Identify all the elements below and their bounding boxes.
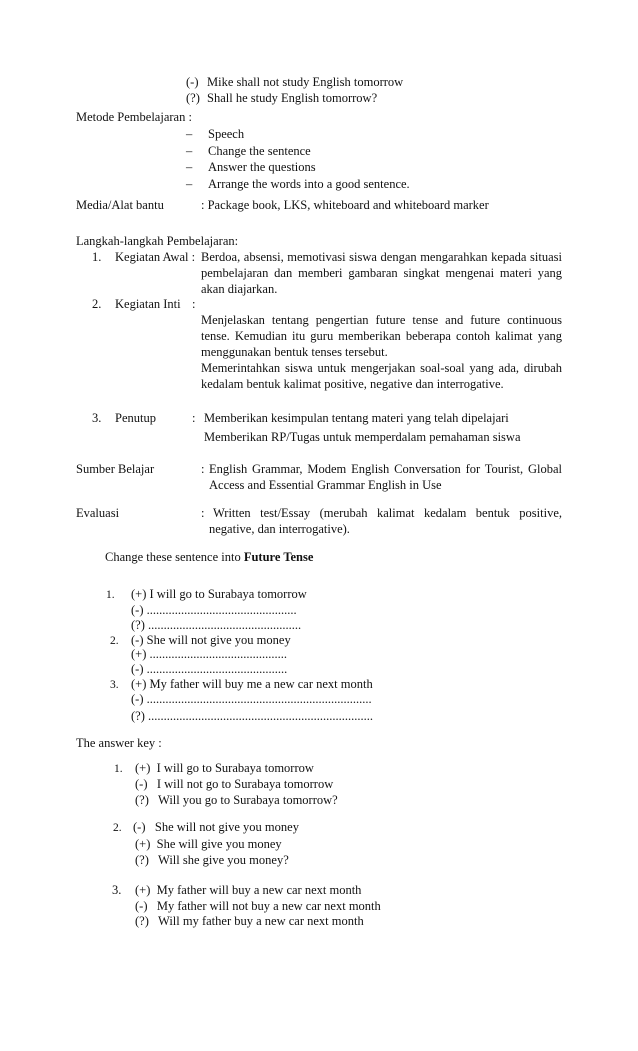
evaluasi-colon: : — [201, 506, 205, 520]
penutup-colon: : — [192, 411, 196, 425]
sumber-colon: : — [201, 462, 205, 476]
exercise-blank: (?) ........................................................................ — [131, 709, 373, 723]
metode-dash: – — [186, 160, 193, 174]
metode-item: Answer the questions — [208, 160, 316, 174]
answer-line: (?) Will you go to Surabaya tomorrow? — [135, 793, 338, 807]
answer-number: 3. — [112, 883, 122, 897]
metode-item: Change the sentence — [208, 144, 311, 158]
question-sentence: Shall he study English tomorrow? — [207, 91, 378, 105]
sumber-line: Access and Essential Grammar English in Use — [209, 478, 442, 492]
neg-marker: (-) — [186, 75, 199, 89]
sumber-label: Sumber Belajar — [76, 462, 155, 476]
answer-line: (-) I will not go to Surabaya tomorrow — [135, 777, 334, 791]
kegiatan-inti-line: menggunakan bentuk tenses tersebut. — [201, 345, 388, 359]
exercise-blank: (?) ................................................. — [131, 618, 302, 632]
exercise-number: 1. — [106, 589, 115, 601]
negative-sentence: Mike shall not study English tomorrow — [207, 75, 404, 89]
kegiatan-awal-label: Kegiatan Awal : — [115, 250, 196, 264]
answer-line: (+) She will give you money — [135, 837, 282, 851]
answer-line: (?) Will she give you money? — [135, 853, 289, 867]
metode-item: Speech — [208, 127, 245, 141]
kegiatan-inti-line: Memerintahkan siswa untuk mengerjakan soal-soal yang ada, dirubah — [201, 361, 562, 375]
exercise-line: (-) She will not give you money — [131, 633, 291, 647]
answer-line: (-) My father will not buy a new car next month — [135, 899, 381, 913]
future-tense-emphasis: Future Tense — [243, 550, 314, 564]
penutup-line: Memberikan kesimpulan tentang materi yang telah dipelajari — [204, 411, 509, 425]
answer-line: (?) Will my father buy a new car next month — [135, 914, 364, 928]
evaluasi-line: Written test/Essay (merubah kalimat kedalam bentuk positive, — [213, 506, 562, 520]
metode-dash: – — [186, 127, 193, 141]
answer-number: 2. — [113, 822, 122, 834]
exercise-number: 3. — [110, 679, 119, 691]
metode-dash: – — [186, 144, 193, 158]
exercise-number: 2. — [110, 635, 119, 647]
exercise-blank: (-) ........................................................................ — [131, 692, 372, 706]
metode-item: Arrange the words into a good sentence. — [208, 177, 410, 191]
kegiatan-inti-label: Kegiatan Inti — [115, 297, 181, 311]
exercise-instruction: Change these sentence into Future Tense — [105, 550, 314, 564]
exercise-blank: (-) ................................................ — [131, 603, 297, 617]
kegiatan-inti-line: tense. Kemudian itu guru memberikan beberapa contoh kalimat yang — [201, 329, 562, 343]
penutup-label: Penutup — [115, 411, 156, 425]
kegiatan-inti-line: kedalam bentuk kalimat positive, negative dan interrogative. — [201, 377, 504, 391]
media-label: Media/Alat bantu — [76, 198, 164, 212]
media-value: : Package book, LKS, whiteboard and whiteboard marker — [201, 198, 489, 212]
metode-label: Metode Pembelajaran : — [76, 110, 192, 124]
kegiatan-inti-colon: : — [192, 297, 196, 311]
answer-line: (-) She will not give you money — [133, 820, 299, 834]
penutup-number: 3. — [92, 411, 102, 425]
kegiatan-awal-number: 1. — [92, 250, 102, 264]
question-marker: (?) — [186, 91, 200, 105]
kegiatan-awal-line: akan diajarkan. — [201, 282, 278, 296]
answer-line: (+) My father will buy a new car next month — [135, 883, 362, 897]
kegiatan-awal-line: pembelajaran dan memberi gambaran singkat mengenai materi yang — [201, 266, 562, 280]
answer-number: 1. — [114, 763, 123, 775]
exercise-blank: (-) ............................................. — [131, 662, 288, 676]
exercise-line: (+) My father will buy me a new car next month — [131, 677, 373, 691]
penutup-line: Memberikan RP/Tugas untuk memperdalam pemahaman siswa — [204, 430, 521, 444]
kegiatan-inti-line: Menjelaskan tentang pengertian future tense and future continuous — [201, 313, 562, 327]
langkah-heading: Langkah-langkah Pembelajaran: — [76, 234, 239, 248]
answer-key-heading: The answer key : — [76, 736, 162, 750]
answer-line: (+) I will go to Surabaya tomorrow — [135, 761, 314, 775]
kegiatan-awal-line: Berdoa, absensi, memotivasi siswa dengan mengarahkan kepada situasi — [201, 250, 562, 264]
kegiatan-inti-number: 2. — [92, 297, 102, 311]
evaluasi-label: Evaluasi — [76, 506, 120, 520]
exercise-blank: (+) ............................................ — [131, 647, 287, 661]
sumber-line: English Grammar, Modem English Conversation for Tourist, Global — [209, 462, 562, 476]
metode-dash: – — [186, 177, 193, 191]
exercise-line: (+) I will go to Surabaya tomorrow — [131, 587, 307, 601]
evaluasi-line: negative, dan interrogative). — [209, 522, 350, 536]
